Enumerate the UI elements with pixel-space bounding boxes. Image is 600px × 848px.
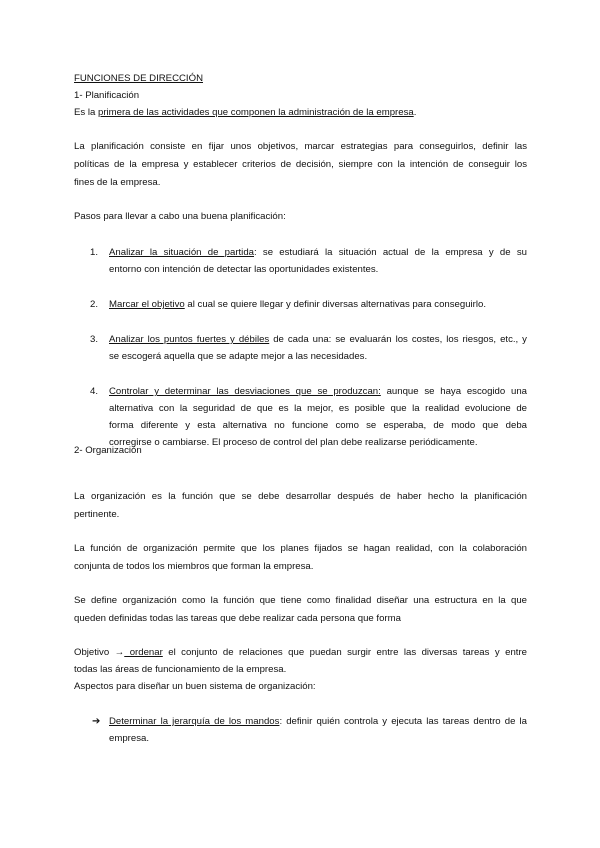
bullet-text: : definir quién controla y ejecuta las tareas dentro de la: [279, 716, 527, 727]
step-number: 1.: [90, 247, 99, 258]
step-text: de cada una: se evaluarán los costes, los riesgos, etc., y: [269, 334, 527, 345]
aspects-intro: Aspectos para diseñar un buen sistema de organización:: [74, 681, 316, 692]
arrow-bullet-icon: ➔: [92, 716, 101, 727]
intro-underlined: primera de las actividades que componen la administración de la empresa: [98, 107, 414, 118]
objective-line-2: todas las áreas de funcionamiento de la empresa.: [74, 664, 287, 675]
intro-text: Es la: [74, 107, 98, 118]
section-1-intro: [74, 104, 527, 121]
org-paragraph-1-line-2: pertinente.: [74, 509, 120, 520]
step-underlined: Analizar la situación de partida: [109, 247, 254, 258]
planning-paragraph-line-3: fines de la empresa.: [74, 177, 161, 188]
step-underlined: Controlar y determinar las desviaciones que se produzcan:: [109, 386, 381, 397]
steps-intro: Pasos para llevar a cabo una buena planificación:: [74, 211, 286, 222]
org-paragraph-1-line-1: La organización es la función que se debe desarrollar después de haber hecho la planificación: [74, 491, 527, 502]
bullet-line-2: empresa.: [109, 733, 149, 744]
section-2-heading: 2- Organización: [74, 445, 142, 456]
step-underlined: Marcar el objetivo: [109, 299, 185, 310]
step-line: [109, 244, 527, 261]
objective-label: Objetivo →: [74, 647, 125, 658]
section-1-heading: 1- Planificación: [74, 90, 140, 101]
step-line: [109, 331, 527, 348]
step-text: al cual se quiere llegar y definir diversas alternativas para conseguirlo.: [184, 299, 487, 310]
step-line: corregirse o cambiarse. El proceso de control del plan debe realizarse periódicamente.: [109, 437, 478, 448]
planning-paragraph-line-1: La planificación consiste en fijar unos objetivos, marcar estrategias para conseguirlos, definir las: [74, 141, 527, 152]
intro-end: .: [413, 107, 417, 118]
objective-text: el conjunto de relaciones que puedan surgir entre las diversas tareas y entre: [162, 647, 528, 658]
objective-line-1: [74, 644, 527, 661]
objective-underlined: ordenar: [124, 647, 163, 658]
org-paragraph-2-line-2: conjunta de todos los miembros que forman la empresa.: [74, 561, 314, 572]
step-line: [109, 383, 527, 400]
org-paragraph-3-line-2: queden definidas todas las tareas que debe realizar cada persona que forma: [74, 613, 401, 624]
document-title: FUNCIONES DE DIRECCIÓN: [74, 73, 203, 84]
step-number: 2.: [90, 299, 99, 310]
step-line: entorno con intención de detectar las oportunidades existentes.: [109, 264, 379, 275]
bullet-underlined: Determinar la jerarquía de los mandos: [109, 716, 280, 727]
bullet-line-1: [109, 713, 527, 730]
step-number: 4.: [90, 386, 99, 397]
step-number: 3.: [90, 334, 99, 345]
planning-paragraph-line-2: políticas de la empresa y establecer criterios de decisión, siempre con la intención de conseguir los: [74, 159, 527, 170]
step-underlined: Analizar los puntos fuertes y débiles: [109, 334, 270, 345]
org-paragraph-2-line-1: La función de organización permite que los planes fijados se hagan realidad, con la colaboración: [74, 543, 527, 554]
step-text: aunque se haya escogido una: [380, 386, 528, 397]
step-line: [109, 296, 527, 313]
step-line: forma diferente y esta alternativa no funcione como se esperaba, de modo que deba: [109, 420, 527, 431]
aspect-bullet: [109, 713, 527, 747]
org-paragraph-3-line-1: Se define organización como la función que tiene como finalidad diseñar una estructura en la que: [74, 595, 527, 606]
step-text: : se estudiará la situación actual de la empresa y de su: [254, 247, 527, 258]
step-line: alternativa con la seguridad de que es la mejor, es posible que la realidad evolucione de: [109, 403, 527, 414]
step-line: se escogerá aquella que se adapte mejor a las necesidades.: [109, 351, 368, 362]
